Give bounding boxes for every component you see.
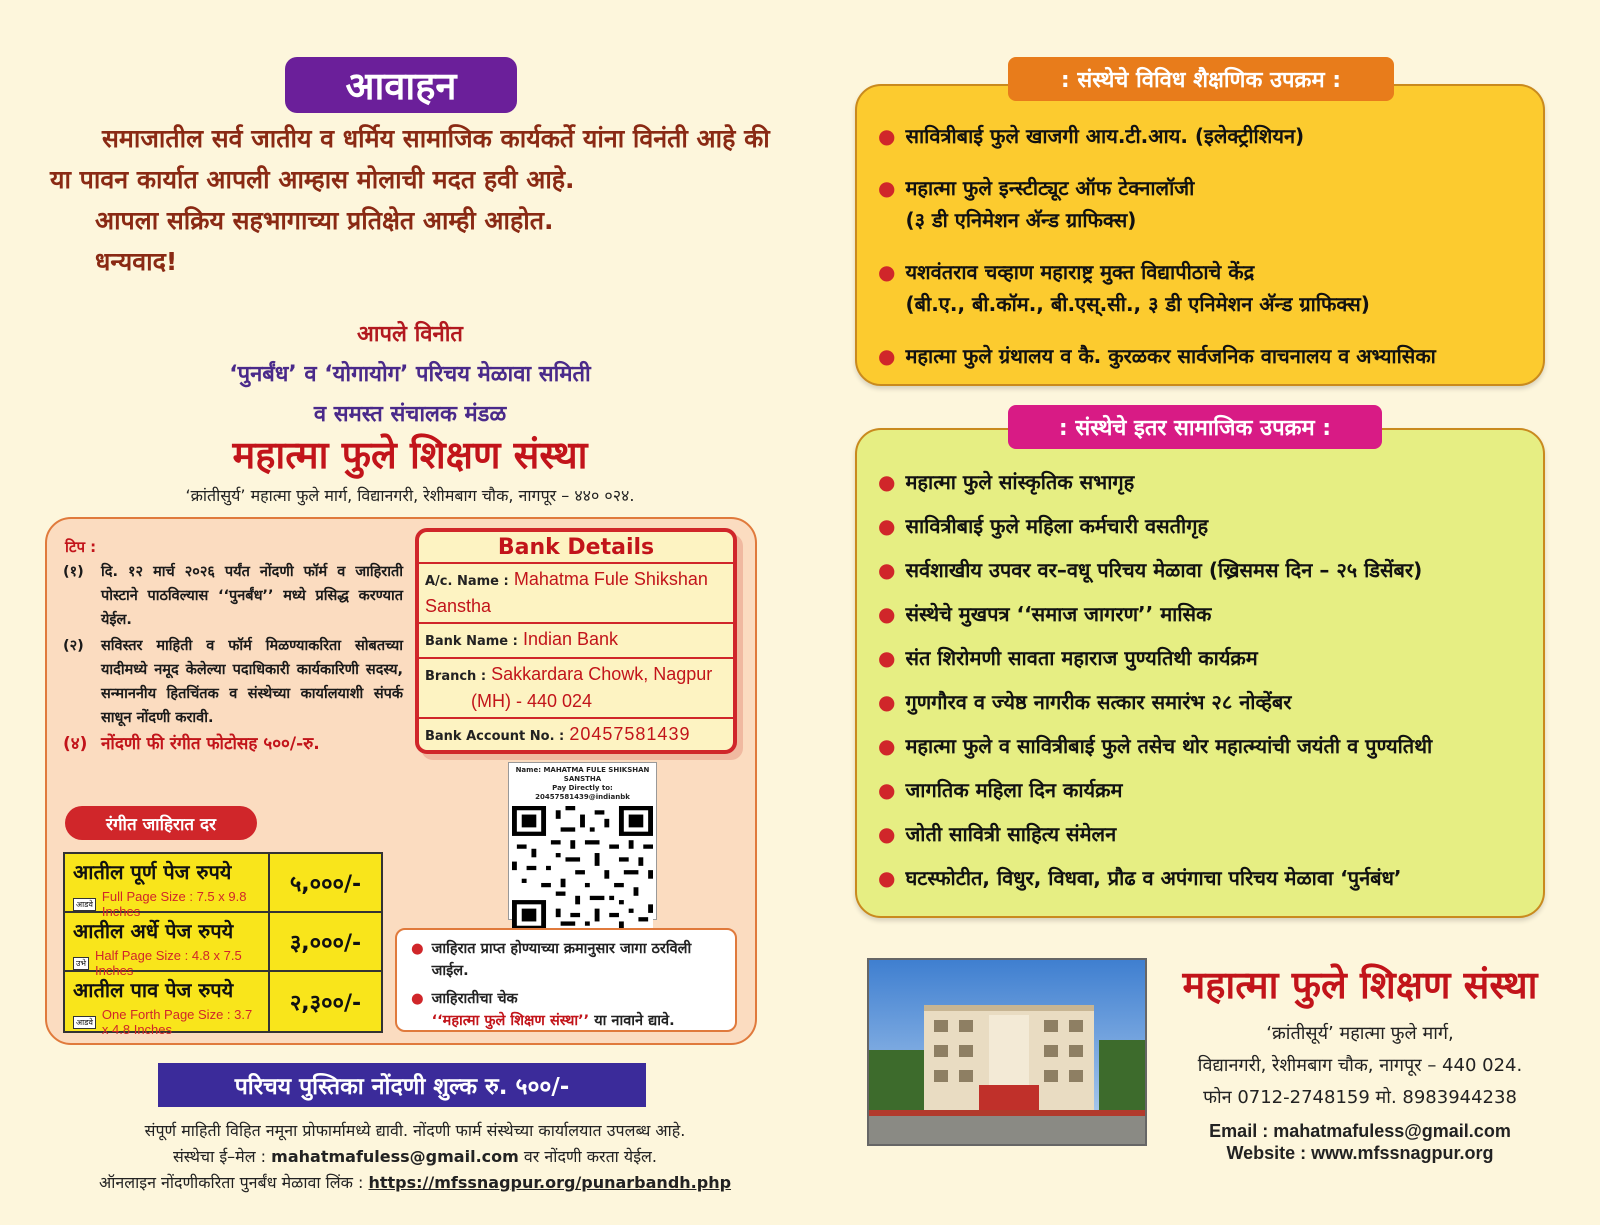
social-activities-heading: : संस्थेचे इतर सामाजिक उपक्रम : — [1008, 405, 1382, 449]
registration-link[interactable]: https://mfssnagpur.org/punarbandh.php — [368, 1173, 732, 1192]
list-item-text: घटस्फोटीत, विधुर, विधवा, प्रौढ व अपंगाचा परिचय मेळावा ‘पुर्नबंध’ — [905, 866, 1402, 890]
list-item — [878, 172, 1538, 236]
ad-notes-box — [395, 928, 737, 1032]
bullet-icon: ● — [878, 470, 896, 494]
list-item — [878, 732, 1538, 760]
orientation-tag: उभे — [73, 957, 89, 970]
bullet-icon: ● — [878, 690, 896, 714]
rate-label: आतील पाव पेज रुपये — [73, 978, 234, 1002]
list-item — [878, 688, 1538, 716]
table-row — [65, 913, 381, 978]
contact-phone: फोन 0712-2748159 मो. 8983944238 — [1203, 1087, 1517, 1108]
bank-row-acname — [419, 564, 733, 624]
rate-desc — [65, 972, 270, 1037]
list-item — [878, 512, 1538, 540]
note-item — [411, 988, 723, 1032]
list-item — [878, 776, 1538, 804]
contact-address — [1160, 1018, 1560, 1114]
bullet-icon: ● — [411, 941, 424, 957]
social-activities-list — [878, 468, 1538, 908]
list-item — [878, 644, 1538, 672]
list-item-text: महात्मा फुले व सावित्रीबाई फुले तसेच थोर महात्म्यांची जयंती व पुण्यतिथी — [905, 734, 1433, 758]
rate-size: Half Page Size : 4.8 x 7.5 Inches — [95, 948, 242, 978]
list-item-line-1: यशवंतराव चव्हाण महाराष्ट्र मुक्त विद्यापीठाचे केंद्र — [905, 260, 1255, 284]
note-cheque: जाहिरातीचा चेक — [431, 991, 518, 1007]
list-item-text: संस्थेचे मुखपत्र ‘‘समाज जागरण’’ मासिक — [905, 602, 1212, 626]
footer-email-tail: वर नोंदणी करता येईल. — [523, 1147, 657, 1166]
bullet-icon: ● — [878, 866, 896, 890]
tip-item — [63, 560, 403, 632]
list-item-text: महात्मा फुले सांस्कृतिक सभागृह — [905, 470, 1135, 494]
list-item — [878, 256, 1538, 320]
rate-size: Full Page Size : 7.5 x 9.8 Inches — [101, 889, 247, 919]
list-item — [878, 600, 1538, 628]
bank-row-bankname — [419, 624, 733, 659]
table-row — [65, 854, 381, 919]
signature-line-3: व समस्त संचालक मंडळ — [313, 402, 507, 427]
bank-label: Branch : — [425, 669, 487, 684]
list-item-text: जागतिक महिला दिन कार्यक्रम — [905, 778, 1123, 802]
tips-label: टिप : — [65, 538, 97, 556]
building-photo — [867, 958, 1147, 1146]
edu-activities-heading: : संस्थेचे विविध शैक्षणिक उपक्रम : — [1008, 57, 1394, 101]
bullet-icon: ● — [878, 558, 896, 582]
org-address: ‘क्रांतीसुर्य’ महात्मा फुले मार्ग, विद्यानगरी, रेशीमबाग चौक, नागपूर – ४४० ०२४. — [185, 486, 635, 505]
tip-number: (१) — [63, 564, 84, 580]
tip-item-fee — [63, 732, 403, 756]
footer-line-1: संपूर्ण माहिती विहित नमूना प्रोफार्मामध्ये द्यावी. नोंदणी फार्म संस्थेच्या कार्यालयात उपलब्ध आहे. — [144, 1121, 686, 1140]
bullet-icon: ● — [878, 124, 896, 148]
note-org: ‘‘महात्मा फुले शिक्षण संस्था’’ — [431, 1013, 590, 1029]
bullet-icon: ● — [878, 176, 896, 200]
bank-acname: Mahatma Fule Shikshan Sanstha — [425, 569, 708, 616]
footer-email-link[interactable]: mahatmafuless@gmail.com — [271, 1147, 519, 1166]
rate-desc — [65, 854, 270, 919]
building-image-icon — [869, 960, 1147, 1146]
list-item — [878, 340, 1538, 372]
bank-details-box — [415, 528, 737, 754]
footer-info — [40, 1118, 790, 1196]
list-item — [878, 468, 1538, 496]
registration-fee-banner: परिचय पुस्तिका नोंदणी शुल्क रु. ५००/- — [158, 1063, 646, 1107]
footer-line-3 — [40, 1170, 790, 1196]
bank-row-branch — [419, 659, 733, 719]
bullet-icon: ● — [878, 602, 896, 626]
org-title: महात्मा फुले शिक्षण संस्था — [232, 433, 588, 477]
note-text — [432, 988, 675, 1032]
list-item-line-1: महात्मा फुले इन्स्टीट्यूट ऑफ टेक्नालॉजी — [905, 176, 1195, 200]
bank-label: Bank Name : — [425, 634, 518, 649]
bank-branch: Sakkardara Chowk, Nagpur — [491, 664, 713, 684]
bullet-icon: ● — [878, 260, 896, 284]
ad-rate-table — [63, 852, 383, 1037]
bank-row-acno — [419, 719, 733, 754]
tip-text: सविस्तर माहिती व फॉर्म मिळण्याकरिता सोबतच्या यादीमध्ये नमूद केलेल्या पदाधिकारी कार्यकारिणी सदस्य, सन्माननीय हितचिंतक व संस्थेच्या कार्यालयाशी संपर्क साधून नोंदणी करावी. — [101, 638, 403, 726]
note-text: जाहिरात प्राप्त होण्याच्या क्रमानुसार जागा ठरविली जाईल. — [431, 941, 692, 979]
list-item-text: संत शिरोमणी सावता महाराज पुण्यतिथी कार्यक्रम — [905, 646, 1258, 670]
bullet-icon: ● — [878, 778, 896, 802]
footer-email-label: संस्थेचा ई–मेल : — [172, 1147, 267, 1166]
bullet-icon: ● — [411, 991, 424, 1007]
bullet-icon: ● — [878, 344, 896, 368]
list-item — [878, 864, 1538, 892]
rate-label: आतील अर्धे पेज रुपये — [73, 919, 234, 943]
contact-website[interactable]: Website : www.mfssnagpur.org — [1226, 1143, 1494, 1163]
rate-desc — [65, 913, 270, 978]
list-item-line-2: (३ डी एनिमेशन अ‍ॅन्ड ग्राफिक्स) — [905, 208, 1137, 232]
list-item-text: महात्मा फुले ग्रंथालय व कै. कुरळकर सार्वजनिक वाचनालय व अभ्यासिका — [905, 344, 1436, 368]
ad-rate-badge: रंगीत जाहिरात दर — [65, 806, 257, 840]
note-tail: या नावाने द्यावे. — [594, 1013, 675, 1029]
tip-text: दि. १२ मार्च २०२६ पर्यंत नोंदणी फॉर्म व जाहिराती पोस्टाने पाठविल्यास ‘‘पुनर्बंध’’ मध्ये प्रसिद्ध करण्यात येईल. — [101, 564, 403, 628]
bank-label: Bank Account No. : — [425, 729, 565, 744]
rate-label: आतील पूर्ण पेज रुपये — [73, 860, 232, 884]
qr-code[interactable] — [508, 762, 657, 920]
contact-address-line-2: विद्यानगरी, रेशीमबाग चौक, नागपूर – 440 024. — [1197, 1055, 1523, 1076]
bullet-icon: ● — [878, 514, 896, 538]
signature-line-1: आपले विनीत — [357, 322, 463, 347]
bank-branch-line-2: (MH) - 440 024 — [471, 691, 593, 711]
orientation-tag: आडवे — [73, 898, 96, 911]
bank-label: A/c. Name : — [425, 574, 509, 589]
tip-number: (४) — [63, 734, 88, 754]
list-item-line-2: (बी.ए., बी.कॉम., बी.एस्.सी., ३ डी एनिमेशन अ‍ॅन्ड ग्राफिक्स) — [905, 292, 1370, 316]
bullet-icon: ● — [878, 822, 896, 846]
appeal-line-2: आपला सक्रिय सहभागाच्या प्रतिक्षेत आम्ही आहोत. — [95, 206, 554, 235]
list-item-text: सर्वशाखीय उपवर वर–वधू परिचय मेळावा (ख्रिसमस दिन – २५ डिसेंबर) — [905, 558, 1423, 582]
rate-price: ५,०००/- — [289, 871, 362, 897]
bank-account-number: 20457581439 — [569, 724, 691, 744]
rate-price: ३,०००/- — [289, 930, 362, 956]
tip-number: (२) — [63, 638, 84, 654]
signature-line-2: ‘पुनर्बंध’ व ‘योगायोग’ परिचय मेळावा समिती — [229, 362, 591, 387]
qr-code-icon — [512, 806, 653, 930]
orientation-tag: आडवे — [73, 1016, 96, 1029]
tips-list — [63, 560, 403, 758]
list-item-text — [905, 256, 1538, 320]
footer-link-label: ऑनलाइन नोंदणीकरिता पुनर्बंध मेळावा लिंक : — [98, 1173, 364, 1192]
list-item-text: गुणगौरव व ज्येष्ठ नागरीक सत्कार समारंभ २८ नोव्हेंबर — [905, 690, 1292, 714]
tip-item — [63, 634, 403, 730]
list-item-text: जोती सावित्री साहित्य संमेलन — [905, 822, 1117, 846]
appeal-line-1: समाजातील सर्व जातीय व धर्मिय सामाजिक कार्यकर्ते यांना विनंती आहे की या पावन कार्यात आपली आम्हास मोलाची मदत हवी आहे. — [50, 124, 770, 194]
list-item-text: सावित्रीबाई फुले महिला कर्मचारी वसतीगृह — [905, 514, 1209, 538]
appeal-text — [50, 118, 770, 282]
rate-price: २,३००/- — [289, 990, 362, 1016]
bank-name: Indian Bank — [522, 629, 619, 649]
note-item — [411, 938, 723, 982]
tip-text: नोंदणी फी रंगीत फोटोसह ५००/-रु. — [101, 734, 320, 754]
appeal-heading: आवाहन — [285, 57, 517, 113]
list-item — [878, 120, 1538, 152]
contact-org-title: महात्मा फुले शिक्षण संस्था — [1182, 963, 1538, 1007]
table-row — [65, 972, 381, 1037]
list-item-text — [905, 172, 1538, 236]
qr-pay-line: Pay Directly to: 20457581439@indianbk — [535, 784, 630, 801]
edu-activities-list — [878, 120, 1538, 392]
rate-sub — [73, 1007, 260, 1037]
contact-email[interactable]: Email : mahatmafuless@gmail.com — [1209, 1121, 1511, 1141]
list-item — [878, 820, 1538, 848]
rate-size: One Forth Page Size : 3.7 x 4.8 Inches — [101, 1007, 253, 1037]
bank-title: Bank Details — [419, 532, 733, 564]
contact-online — [1160, 1120, 1560, 1164]
qr-name: Name: MAHATMA FULE SHIKSHAN SANSTHA — [515, 766, 650, 783]
list-item-text: सावित्रीबाई फुले खाजगी आय.टी.आय. (इलेक्ट्रीशियन) — [905, 124, 1305, 148]
signature-block — [50, 315, 770, 435]
appeal-line-3: धन्यवाद! — [95, 247, 178, 276]
contact-address-line-1: ‘क्रांतीसूर्य’ महात्मा फुले मार्ग, — [1266, 1023, 1454, 1044]
list-item — [878, 556, 1538, 584]
bullet-icon: ● — [878, 646, 896, 670]
bullet-icon: ● — [878, 734, 896, 758]
footer-line-2 — [40, 1144, 790, 1170]
